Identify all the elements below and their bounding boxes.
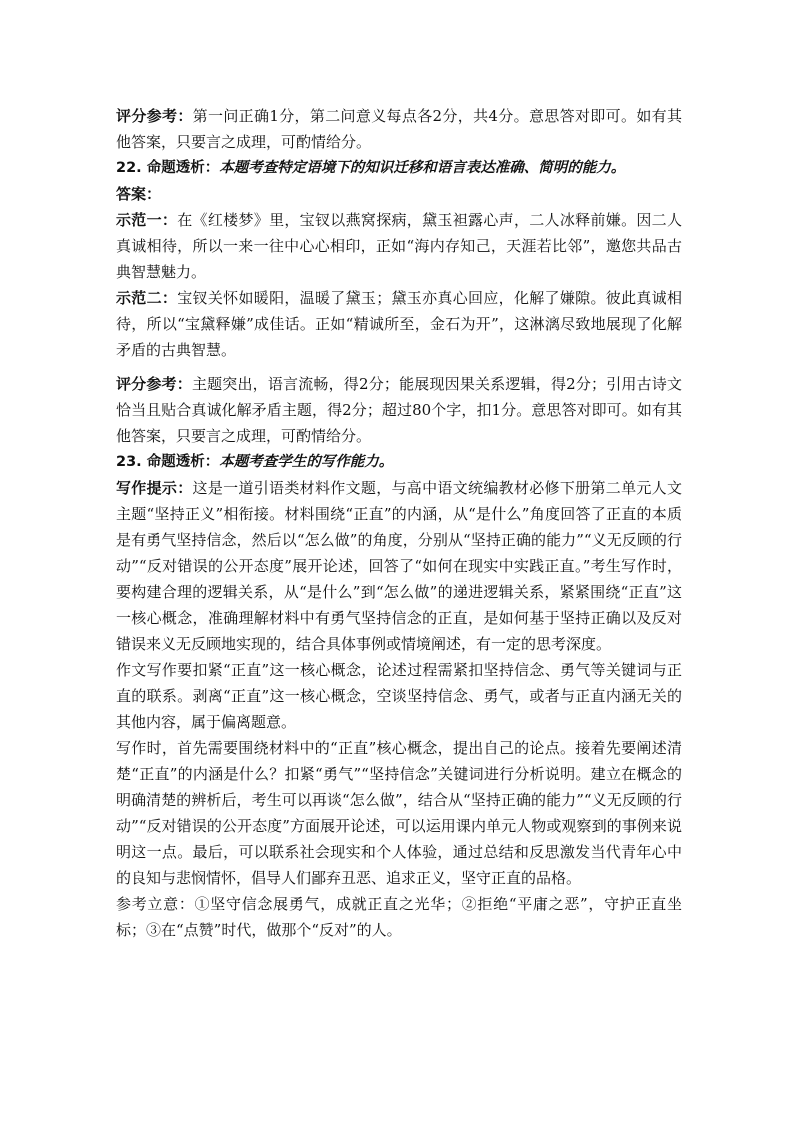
q22-example-1 xyxy=(116,207,682,285)
q23-writing-hint xyxy=(116,475,682,657)
q22-example-1-text: 在《红楼梦》里，宝钗以燕窝探病，黛玉袒露心声，二人冰释前嫌。因二人真诚相待，所以一来一往中心心相印，正如“海内存知己，天涯若比邻”，邀您共品古典智慧魅力。 xyxy=(116,211,682,281)
q22-analysis: 本题考查特定语境下的知识迁移和语言表达准确、简明的能力。 xyxy=(219,159,626,176)
q21-scoring-label: 评分参考： xyxy=(116,107,193,125)
q22-scoring-text: 主题突出，语言流畅，得2分；能展现因果关系逻辑，得2分；引用古诗文恰当且贴合真诚化解矛盾主题，得2分；超过80个字，扣1分。意思答对即可。如有其他答案，只要言之成理，可酌情给分。 xyxy=(116,375,682,445)
q22-example-2-text: 宝钗关怀如暖阳，温暖了黛玉；黛玉亦真心回应，化解了嫌隙。彼此真诚相待，所以“宝黛释嫌”成佳话。正如“精诚所至，金石为开”，这淋漓尽致地展现了化解矛盾的古典智慧。 xyxy=(116,289,682,359)
q22-answer-label: 答案： xyxy=(116,185,162,203)
q22-example-2-label: 示范二： xyxy=(116,289,178,307)
q22-scoring-label: 评分参考： xyxy=(116,375,192,393)
q23-hint-label: 写作提示： xyxy=(116,479,193,497)
q23-paragraph-3: 写作时，首先需要围绕材料中的“正直”核心概念，提出自己的论点。接着先要阐述清楚“正直”的内涵是什么？扣紧“勇气”“坚持信念”关键词进行分析说明。建立在概念的明确清楚的辨析后，考生可以再谈“怎么做”，结合从“坚持正确的能力”“义无反顾的行动”“反对错误的公开态度”方面展开论述，可以运用课内单元人物或观察到的事例来说明这一点。最后，可以联系社会现实和个人体验，通过总结和反思激发当代青年心中的良知与悲悯情怀，倡导人们鄙弃丑恶、追求正义，坚守正直的品格。 xyxy=(116,739,682,887)
q23-number: 23. 命题透析： xyxy=(116,454,220,470)
q23-heading xyxy=(116,449,682,475)
q23-hint-text: 这是一道引语类材料作文题，与高中语文统编教材必修下册第二单元人文主题“坚持正义”相衔接。材料围绕“正直”的内涵，从“是什么”角度回答了正直的本质是有勇气坚持信念，然后以“怎么做”的角度，分别从“坚持正确的能力”“义无反顾的行动”“反对错误的公开态度”展开论述，回答了“如何在现实中实践正直。”考生写作时，要构建合理的逻辑关系，从“是什么”到“怎么做”的递进逻辑关系，紧紧围绕“正直”这一核心概念，准确理解材料中有勇气坚持信念的正直，是如何基于坚持正确以及反对错误来义无反顾地实现的，结合具体事例或情境阐述，有一定的思考深度。 xyxy=(116,479,682,653)
q22-example-2 xyxy=(116,285,682,363)
q21-scoring-paragraph xyxy=(116,103,682,155)
q22-number: 22. 命题透析： xyxy=(116,160,220,176)
q22-answer-heading xyxy=(116,181,682,207)
q23-paragraph-2: 作文写作要扣紧“正直”这一核心概念，论述过程需紧扣坚持信念、勇气等关键词与正直的联系。剥离“正直”这一核心概念，空谈坚持信念、勇气，或者与正直内涵无关的其他内容，属于偏离题意。 xyxy=(116,661,682,731)
q23-reference-ideas: 参考立意：①坚守信念展勇气，成就正直之光华；②拒绝“平庸之恶”，守护正直坐标；③在“点赞”时代，做那个“反对”的人。 xyxy=(116,895,682,939)
q23-analysis: 本题考查学生的写作能力。 xyxy=(219,453,394,470)
q21-scoring-text: 第一问正确1分，第二问意义每点各2分，共4分。意思答对即可。如有其他答案，只要言之成理，可酌情给分。 xyxy=(116,107,682,151)
q22-scoring-paragraph xyxy=(116,371,682,449)
q22-heading xyxy=(116,155,682,181)
q22-example-1-label: 示范一： xyxy=(116,211,178,229)
